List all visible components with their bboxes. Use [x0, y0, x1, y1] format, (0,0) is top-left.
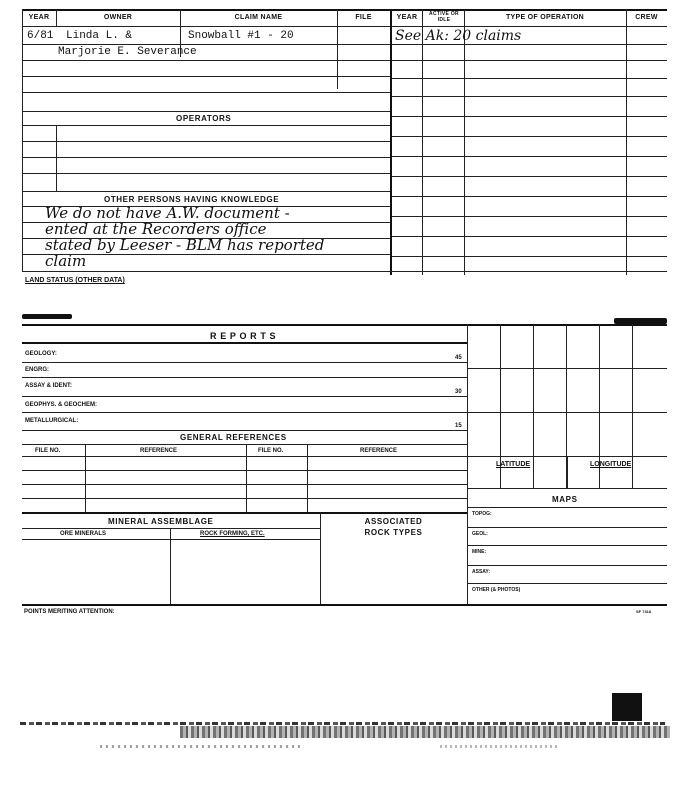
row-line	[22, 44, 390, 45]
scan-noise-band	[180, 726, 670, 738]
row-line	[22, 362, 467, 363]
rock-types-label: ROCK TYPES	[364, 528, 423, 537]
col-sep	[337, 9, 338, 89]
row-line	[392, 156, 667, 157]
grid-row	[467, 488, 667, 489]
header-type-of-operation: TYPE OF OPERATION	[505, 14, 585, 21]
row-line	[22, 342, 467, 344]
gr-reference-2: REFERENCE	[360, 448, 398, 454]
row-line	[22, 528, 320, 529]
grid-col	[567, 456, 568, 488]
maps-topog: TOPOG:	[472, 511, 492, 517]
row-line	[22, 498, 467, 499]
entry-claim-name: Snowball #1 - 20	[188, 30, 294, 42]
row-line	[467, 565, 667, 566]
row-line	[22, 456, 467, 457]
operators-title: OPERATORS	[176, 114, 232, 123]
note-line-2: ented at the Recorders office	[45, 220, 267, 238]
report-engrg: ENGRG:	[25, 367, 49, 373]
header-file: FILE	[355, 14, 372, 21]
scan-noise-speckle	[440, 745, 560, 748]
top-border	[22, 9, 667, 11]
row-line	[392, 216, 667, 217]
row-line	[22, 222, 390, 223]
associated-label: ASSOCIATED	[364, 517, 423, 526]
row-line	[22, 412, 467, 413]
row-line	[467, 583, 667, 584]
report-assay: ASSAY & IDENT:	[25, 383, 73, 389]
row-line	[467, 527, 667, 528]
header-bottom-line	[22, 26, 667, 27]
row-line	[22, 157, 390, 158]
row-line	[392, 176, 667, 177]
note-line-3: stated by Leeser - BLM has reported	[45, 236, 325, 254]
maps-other: OTHER (& PHOTOS)	[472, 587, 521, 593]
reports-top-border	[22, 324, 667, 326]
row-line	[22, 173, 390, 174]
row-line	[392, 44, 667, 45]
report-num-30: 30	[455, 389, 462, 395]
row-line	[22, 377, 467, 378]
col-sep	[85, 444, 86, 512]
row-line	[392, 236, 667, 237]
grid-col	[533, 324, 534, 488]
row-line	[22, 484, 467, 485]
entry-owner-line1: Linda L. &	[66, 30, 133, 42]
maps-mine: MINE:	[472, 549, 487, 555]
note-line-1: We do not have A.W. document -	[45, 204, 290, 222]
col-sep	[170, 528, 171, 604]
report-geology: GEOLOGY:	[25, 351, 57, 357]
land-status-label: LAND STATUS (OTHER DATA)	[25, 277, 125, 284]
header-year: YEAR	[28, 14, 50, 21]
header-owner: OWNER	[103, 14, 133, 21]
maps-title: MAPS	[552, 495, 578, 504]
entry-year: 6/81	[27, 30, 54, 42]
entry-owner-line2: Marjorie E. Severance	[58, 46, 197, 58]
col-sep	[467, 324, 468, 604]
left-border	[22, 9, 23, 271]
longitude-label: LONGITUDE	[590, 461, 632, 468]
scan-noise-speckle	[100, 745, 300, 748]
row-line	[392, 96, 667, 97]
row-line	[22, 111, 390, 112]
row-line	[22, 271, 667, 272]
row-line	[22, 125, 390, 126]
gr-file-no-2: FILE NO.	[258, 448, 284, 454]
row-line	[22, 92, 390, 93]
report-num-45: 45	[455, 355, 462, 361]
grid-row	[467, 412, 667, 413]
grid-col	[632, 324, 633, 488]
mineral-assemblage-title: MINERAL ASSEMBLAGE	[108, 517, 214, 526]
gr-reference-1: REFERENCE	[140, 448, 178, 454]
header-crew: CREW	[635, 14, 658, 21]
row-line	[22, 60, 390, 61]
ore-minerals-label: ORE MINERALS	[60, 531, 107, 537]
row-line	[22, 254, 390, 255]
row-line	[392, 256, 667, 257]
row-line	[22, 512, 467, 514]
scan-noise-line	[20, 722, 665, 725]
report-metallurgical: METALLURGICAL:	[25, 418, 79, 424]
row-line	[392, 196, 667, 197]
row-line	[467, 507, 667, 508]
row-line	[22, 238, 390, 239]
maps-geol: GEOL:	[472, 531, 488, 537]
row-line	[467, 545, 667, 546]
note-line-4: claim	[45, 252, 87, 270]
row-line	[392, 136, 667, 137]
row-line	[392, 116, 667, 117]
col-sep	[246, 444, 247, 512]
points-meriting-attention: POINTS MERITING ATTENTION:	[24, 609, 115, 615]
row-line	[22, 444, 467, 445]
report-num-15: 15	[455, 423, 462, 429]
row-line	[22, 430, 467, 431]
rock-forming-label: ROCK FORMING, ETC.	[200, 531, 265, 537]
row-line	[22, 539, 320, 540]
row-line	[22, 396, 467, 397]
black-square-mark	[612, 693, 642, 721]
other-persons-title: OTHER PERSONS HAVING KNOWLEDGE	[104, 195, 280, 204]
punch-mark-left	[22, 314, 72, 319]
row-line	[22, 141, 390, 142]
header-claim-name: CLAIM NAME	[234, 14, 283, 21]
col-sep	[56, 125, 57, 191]
latitude-label: LATITUDE	[496, 461, 531, 468]
header-year-2: YEAR	[396, 14, 418, 21]
row-line	[392, 60, 667, 61]
maps-assay: ASSAY:	[472, 569, 491, 575]
general-references-title: GENERAL REFERENCES	[180, 433, 287, 442]
form-number: SF 7318	[636, 609, 652, 614]
bottom-border	[22, 604, 667, 606]
row-line	[22, 191, 390, 192]
row-line	[22, 76, 390, 77]
row-line	[22, 470, 467, 471]
entry-operation-handwritten: See Ak: 20 claims	[395, 28, 522, 44]
report-geophys: GEOPHYS. & GEOCHEM:	[25, 402, 98, 408]
row-line	[392, 78, 667, 79]
reports-title: R E P O R T S	[210, 331, 277, 341]
header-active-or-idle: ACTIVE OR IDLE	[429, 11, 459, 23]
gr-file-no-1: FILE NO.	[35, 448, 61, 454]
col-sep	[307, 444, 308, 512]
grid-row	[467, 368, 667, 369]
